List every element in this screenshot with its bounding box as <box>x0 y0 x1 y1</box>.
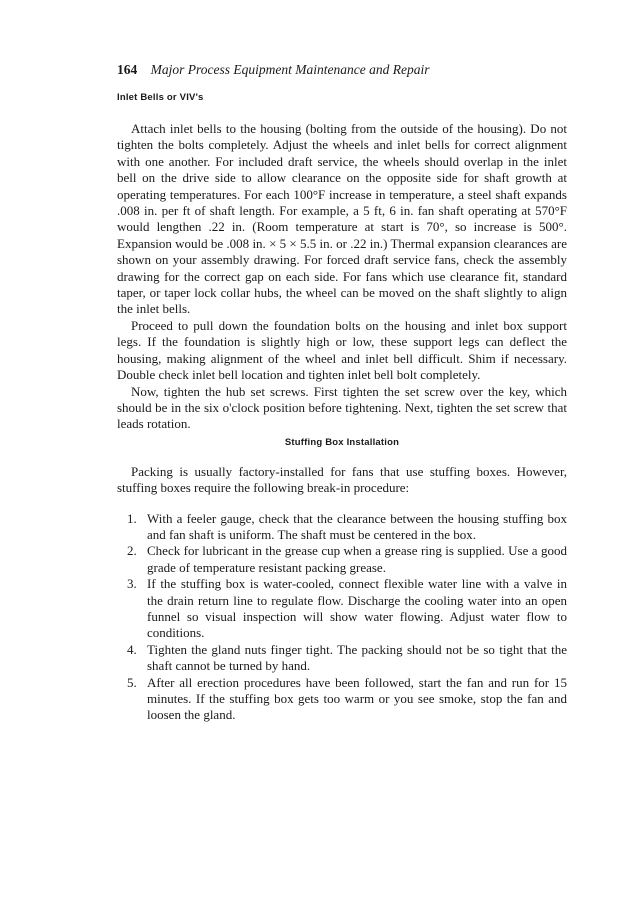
list-text: If the stuffing box is water-cooled, connect flexible water line with a valve in the drain return line to regulate flow. Discharge the cooling water into an open funnel so visual inspection will show water flowing. Adjust water flow to conditions. <box>147 576 567 641</box>
list-text: Check for lubricant in the grease cup when a grease ring is supplied. Use a good grade of temperature resistant packing grease. <box>147 543 567 575</box>
paragraph: Packing is usually factory-installed for fans that use stuffing boxes. However, stuffing boxes require the following break-in procedure: <box>117 463 567 496</box>
list-text: Tighten the gland nuts finger tight. The packing should not be so tight that the shaft cannot be turned by hand. <box>147 641 567 674</box>
list-item <box>117 642 567 675</box>
running-header <box>117 62 567 78</box>
paragraph: Proceed to pull down the foundation bolts on the housing and inlet box support legs. If the foundation is slightly high or low, these support legs can deflect the housing, making alignment of the wheel and inlet bell difficult. Shim if necessary. Double check inlet bell location and tighten inlet bell bolt completely. <box>117 317 567 383</box>
section-heading-stuffing-box: Stuffing Box Installation <box>284 436 400 448</box>
page-number: 164 <box>117 62 138 77</box>
section-heading-inlet-bells: Inlet Bells or VIV's <box>117 92 204 103</box>
list-number: 5. <box>127 674 137 690</box>
list-text: With a feeler gauge, check that the clearance between the housing stuffing box and fan shaft is uniform. The shaft must be centered in the box. <box>147 510 567 542</box>
list-item <box>117 543 567 576</box>
running-title: Major Process Equipment Maintenance and Repair <box>150 62 430 77</box>
list-number: 3. <box>127 576 137 592</box>
list-item <box>117 576 567 642</box>
list-number: 2. <box>127 543 137 559</box>
procedure-list <box>117 511 567 724</box>
paragraph: Now, tighten the hub set screws. First tighten the set screw over the key, which should be in the six o'clock position before tightening. Next, tighten the set screw that leads rotation. <box>117 383 567 432</box>
page <box>117 62 567 724</box>
list-item <box>117 675 567 724</box>
list-item <box>117 511 567 544</box>
paragraph: Attach inlet bells to the housing (bolting from the outside of the housing). Do not tighten the bolts completely. Adjust the wheels and inlet bells for correct alignment with one another. For included draft service, the wheels should overlap in the inlet bell on the drive side to allow clearance on the opposite side for shaft growth at operating temperatures. For each 100°F increase in temperature, a steel shaft expands .008 in. per ft of shaft length. For example, a 5 ft, 6 in. fan shaft operating at 570°F would lengthen .22 in. (Room temperature at start is 70°, so increase is 500°. Expansion would be .008 in. × 5 × 5.5 in. or .22 in.) Thermal expansion clearances are shown on your assembly drawing. For forced draft service fans, check the assembly drawing for the correct gap on each side. For fans which use clearance fit, standard taper, or taper lock collar hubs, the wheel can be moved on the shaft slightly to align the inlet bells. <box>117 121 567 317</box>
list-number: 1. <box>127 510 137 526</box>
list-text: After all erection procedures have been followed, start the fan and run for 15 minutes. If the stuffing box gets too warm or you see smoke, stop the fan and loosen the gland. <box>147 674 567 723</box>
list-number: 4. <box>127 641 137 657</box>
